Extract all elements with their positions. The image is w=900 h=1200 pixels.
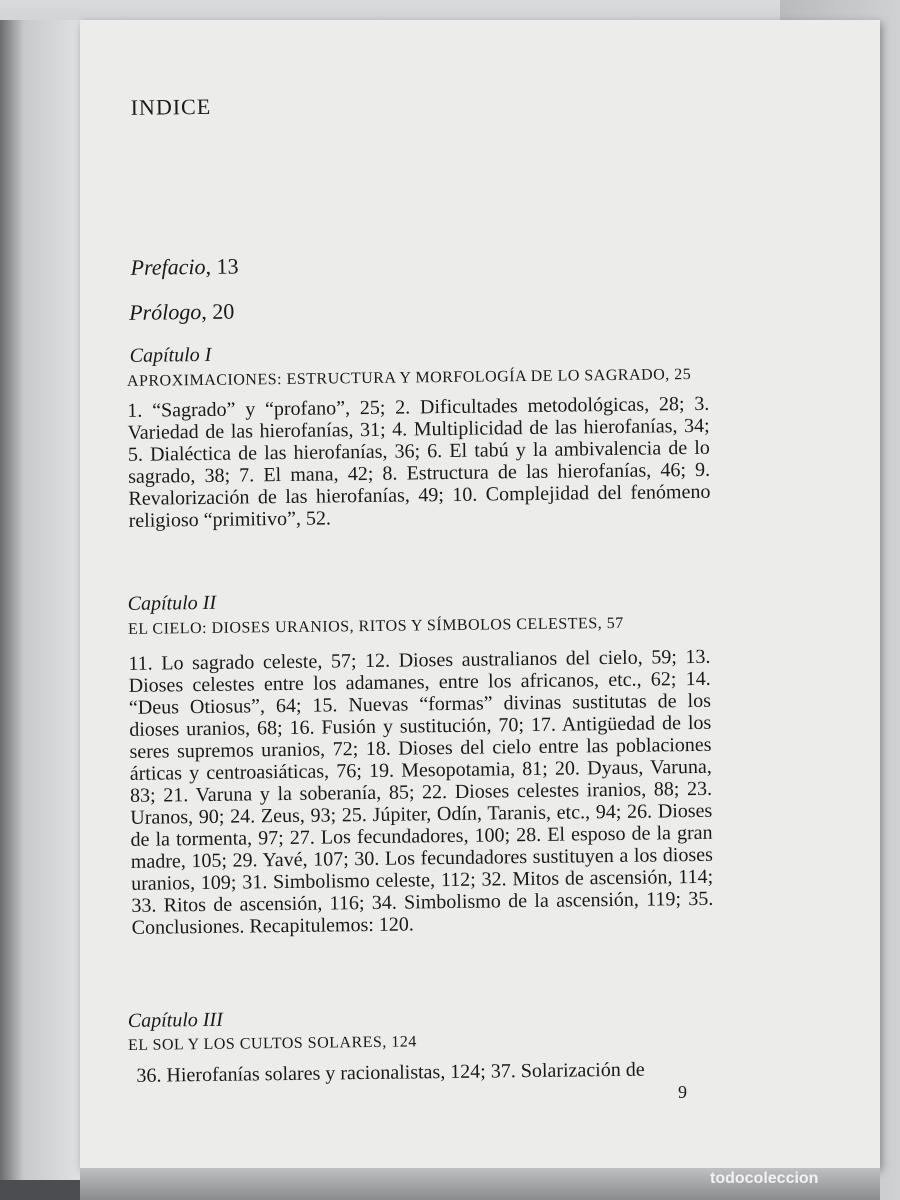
page-number: 9: [678, 1082, 687, 1102]
toc-entry-prefacio: [130, 254, 238, 281]
entry-page: , 13: [205, 253, 239, 279]
chapter-3-contents: 36. Hierofanías solares y racionalistas, 124; 37. Solarización de: [136, 1058, 645, 1087]
chapter-2-title: EL CIELO: DIOSES URANIOS, RITOS Y SÍMBOLOS CELESTES, 57: [127, 614, 624, 638]
chapter-2-contents: 11. Lo sagrado celeste, 57; 12. Dioses australianos del cielo, 59; 13. Dioses celestes entre los adamanes, entre los africanos, etc., 62; 14. “Deus Otiosus”, 64; 15. Nuevas “formas” divinas sustitutas de los dioses uranios, 68; 16. Fusión y sustitución, 70; 17. Antigüedad de los seres supremos uranios, 72; 18. Dioses del cielo entre las poblaciones árticas y centroasiáticas, 76; 19. Mesopotamia, 81; 20. Dyaus, Varuna, 83; 21. Varuna y la soberanía, 85; 22. Dioses celestes iranios, 88; 23. Uranos, 90; 24. Zeus, 93; 25. Júpiter, Odín, Taranis, etc., 94; 26. Dioses de la tormenta, 97; 27. Los fecundadores, 100; 28. El esposo de la gran madre, 105; 29. Yavé, 107; 30. Los fecundadores sustituyen a los dioses uranios, 109; 31. Simbolismo celeste, 112; 32. Mitos de ascensión, 114; 33. Ritos de ascensión, 116; 34. Simbolismo de la ascensión, 119; 35. Conclusiones. Recapitulemos: 120.: [128, 645, 714, 939]
index-heading: INDICE: [130, 93, 212, 120]
chapter-1-contents: 1. “Sagrado” y “profano”, 25; 2. Dificultades metodológicas, 28; 3. Variedad de las hierofanías, 31; 4. Multiplicidad de las hierofanías, 34; 5. Dialéctica de las hierofanías, 36; 6. El tabú y la ambivalencia de lo sagrado, 38; 7. El mana, 42; 8. Estructura de las hierofanías, 46; 9. Revalorización de las hierofanías, 49; 10. Complejidad del fenómeno religioso “primitivo”, 52.: [127, 392, 711, 532]
chapter-3-label: Capítulo III: [127, 1008, 223, 1032]
entry-page: , 20: [201, 298, 235, 325]
entry-label: Prólogo: [128, 299, 202, 325]
chapter-2-label: Capítulo II: [127, 591, 217, 615]
toc-entry-prologo: [129, 299, 234, 326]
chapter-1-title: APROXIMACIONES: ESTRUCTURA Y MORFOLOGÍA DE LO SAGRADO, 25: [126, 366, 692, 390]
entry-label: Prefacio: [130, 253, 206, 280]
watermark: todocoleccion: [710, 1170, 819, 1187]
chapter-3-title: EL SOL Y LOS CULTOS SOLARES, 124: [127, 1033, 417, 1054]
chapter-1-label: Capítulo I: [129, 343, 212, 367]
